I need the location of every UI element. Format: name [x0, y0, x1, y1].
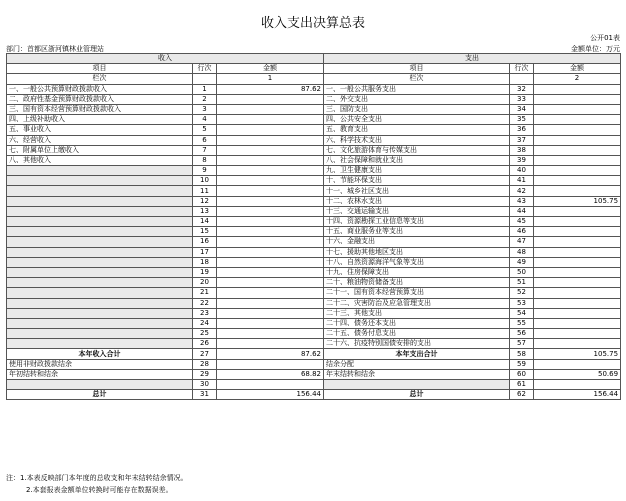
income-row-number: 3: [193, 104, 217, 114]
form-number: 公开01表: [590, 34, 620, 42]
expense-row-number: 59: [510, 359, 534, 369]
table-row: [7, 166, 621, 176]
income-item: [7, 267, 193, 277]
income-row-number: 23: [193, 308, 217, 318]
income-item: 二、政府性基金预算财政拨款收入: [7, 94, 193, 104]
income-amount: [217, 155, 324, 165]
expense-row-number: 54: [510, 308, 534, 318]
expense-amount: [534, 135, 621, 145]
income-amount: [217, 329, 324, 339]
table-row: [7, 349, 621, 359]
expense-amount: 105.75: [534, 196, 621, 206]
expense-amount: [534, 217, 621, 227]
expense-item-header: 项目: [324, 64, 510, 74]
expense-row-number: 51: [510, 278, 534, 288]
expense-row-number: 44: [510, 206, 534, 216]
income-item: 总计: [7, 390, 193, 400]
income-item: [7, 298, 193, 308]
expense-row-number: 40: [510, 166, 534, 176]
income-item: [7, 278, 193, 288]
income-amount: [217, 166, 324, 176]
income-amount: [217, 247, 324, 257]
income-row-number: 10: [193, 176, 217, 186]
expense-amount: [534, 227, 621, 237]
expense-item: 结余分配: [324, 359, 510, 369]
expense-amount: [534, 339, 621, 349]
table-row: [7, 104, 621, 114]
table-row: [7, 196, 621, 206]
expense-item: 十一、城乡社区支出: [324, 186, 510, 196]
expense-row-number: 49: [510, 257, 534, 267]
expense-item: 七、文化旅游体育与传媒支出: [324, 145, 510, 155]
budget-table: [6, 53, 621, 400]
expense-row-number: 55: [510, 318, 534, 328]
page-title: 收入支出决算总表: [260, 16, 365, 31]
income-item: 八、其他收入: [7, 155, 193, 165]
expense-amount: [534, 298, 621, 308]
income-item: 使用非财政拨款结余: [7, 359, 193, 369]
income-amount-header: 金额: [217, 64, 324, 74]
expense-amount-header: 金额: [534, 64, 621, 74]
expense-amount: [534, 104, 621, 114]
table-row: [7, 176, 621, 186]
note-1: 注：1.本表反映部门本年度的总收支和年末结转结余情况。: [6, 474, 188, 482]
income-amount: [217, 298, 324, 308]
expense-amount: 105.75: [534, 349, 621, 359]
income-row-number: 22: [193, 298, 217, 308]
expense-amount: [534, 186, 621, 196]
expense-item: 四、公共安全支出: [324, 115, 510, 125]
expense-row-number: 60: [510, 369, 534, 379]
income-row-number: 11: [193, 186, 217, 196]
income-header: 收入: [7, 54, 324, 64]
expense-item: 二十六、抗疫特别国债安排的支出: [324, 339, 510, 349]
expense-amount: [534, 94, 621, 104]
notes: [6, 472, 188, 496]
income-row-number: 18: [193, 257, 217, 267]
income-item: [7, 318, 193, 328]
expense-row-number: 50: [510, 267, 534, 277]
income-item: [7, 288, 193, 298]
table-row: [7, 155, 621, 165]
income-item: 本年收入合计: [7, 349, 193, 359]
income-item: [7, 206, 193, 216]
expense-row-number: 41: [510, 176, 534, 186]
expense-item: 二十五、债务付息支出: [324, 329, 510, 339]
expense-row-number: 42: [510, 186, 534, 196]
expense-row-number: 57: [510, 339, 534, 349]
expense-item: 十七、援助其他地区支出: [324, 247, 510, 257]
income-amount: [217, 206, 324, 216]
expense-row-number: 56: [510, 329, 534, 339]
income-item: [7, 196, 193, 206]
unit-label: 金额单位：万元: [571, 45, 620, 53]
income-item: [7, 329, 193, 339]
income-row-number: 12: [193, 196, 217, 206]
income-amount: [217, 380, 324, 390]
expense-header: 支出: [324, 54, 621, 64]
income-amount: [217, 227, 324, 237]
income-amount: [217, 339, 324, 349]
income-amount: [217, 145, 324, 155]
expense-amount: [534, 329, 621, 339]
income-item: [7, 237, 193, 247]
expense-item: 一、一般公共服务支出: [324, 84, 510, 94]
table-row: [7, 369, 621, 379]
expense-item: 十四、资源勘探工业信息等支出: [324, 217, 510, 227]
note-2: 2.本套报表金额单位转换时可能存在数据误差。: [26, 486, 173, 494]
income-amount: [217, 278, 324, 288]
expense-amount: [534, 278, 621, 288]
expense-item: 二十、粮油物资储备支出: [324, 278, 510, 288]
income-amount: 156.44: [217, 390, 324, 400]
income-col-number: 1: [217, 74, 324, 84]
table-row: [7, 186, 621, 196]
expense-row-number: 48: [510, 247, 534, 257]
table-row: [7, 145, 621, 155]
expense-item: 五、教育支出: [324, 125, 510, 135]
income-amount: [217, 176, 324, 186]
income-amount: [217, 359, 324, 369]
expense-item: 十二、农林水支出: [324, 196, 510, 206]
income-row-number: 27: [193, 349, 217, 359]
expense-item: 年末结转和结余: [324, 369, 510, 379]
income-row-number: 4: [193, 115, 217, 125]
table-row: [7, 237, 621, 247]
income-item: [7, 380, 193, 390]
expense-item: [324, 380, 510, 390]
expense-item: 本年支出合计: [324, 349, 510, 359]
expense-row-number: 58: [510, 349, 534, 359]
expense-item: 十八、自然资源海洋气象等支出: [324, 257, 510, 267]
income-col-label: 栏次: [7, 74, 193, 84]
income-item: 一、一般公共预算财政拨款收入: [7, 84, 193, 94]
expense-item: 十、节能环保支出: [324, 176, 510, 186]
income-row-number: 13: [193, 206, 217, 216]
expense-item: 二十二、灾害防治及应急管理支出: [324, 298, 510, 308]
income-row-number: 30: [193, 380, 217, 390]
income-row-number: 16: [193, 237, 217, 247]
table-row: [7, 206, 621, 216]
table-row: [7, 84, 621, 94]
expense-item: 二、外交支出: [324, 94, 510, 104]
table-row: [7, 380, 621, 390]
expense-row-header: 行次: [510, 64, 534, 74]
expense-amount: [534, 155, 621, 165]
table-row: [7, 227, 621, 237]
expense-item: 十六、金融支出: [324, 237, 510, 247]
income-item: [7, 166, 193, 176]
expense-row-number: 43: [510, 196, 534, 206]
income-item: 六、经营收入: [7, 135, 193, 145]
expense-amount: [534, 308, 621, 318]
income-row-number: 17: [193, 247, 217, 257]
income-amount: [217, 318, 324, 328]
income-amount: [217, 94, 324, 104]
income-amount: [217, 267, 324, 277]
income-row-number: 24: [193, 318, 217, 328]
expense-row-number: 33: [510, 94, 534, 104]
income-item: [7, 186, 193, 196]
income-amount: 68.82: [217, 369, 324, 379]
expense-row-number: 34: [510, 104, 534, 114]
department-label: 部门：首都区浙河镇林业管理站: [6, 45, 104, 53]
income-row-header: 行次: [193, 64, 217, 74]
expense-amount: [534, 145, 621, 155]
expense-item: 二十三、其他支出: [324, 308, 510, 318]
expense-row-number: 46: [510, 227, 534, 237]
income-amount: [217, 217, 324, 227]
expense-amount: [534, 359, 621, 369]
income-row-number: 28: [193, 359, 217, 369]
income-row-number: 29: [193, 369, 217, 379]
expense-row-number: 62: [510, 390, 534, 400]
income-row-number: 31: [193, 390, 217, 400]
income-amount: [217, 125, 324, 135]
income-amount: [217, 257, 324, 267]
income-item: 四、上级补助收入: [7, 115, 193, 125]
table-row: [7, 267, 621, 277]
expense-col-empty: [510, 74, 534, 84]
income-item: [7, 308, 193, 318]
expense-amount: 156.44: [534, 390, 621, 400]
income-item: 年初结转和结余: [7, 369, 193, 379]
table-row: [7, 390, 621, 400]
table-body: [7, 84, 621, 400]
table-row: [7, 115, 621, 125]
expense-item: 十三、交通运输支出: [324, 206, 510, 216]
expense-col-label: 栏次: [324, 74, 510, 84]
expense-item: 二十四、债务还本支出: [324, 318, 510, 328]
expense-row-number: 52: [510, 288, 534, 298]
income-row-number: 7: [193, 145, 217, 155]
expense-amount: [534, 115, 621, 125]
income-row-number: 1: [193, 84, 217, 94]
income-amount: [217, 115, 324, 125]
expense-amount: [534, 380, 621, 390]
expense-item: 十五、商业服务业等支出: [324, 227, 510, 237]
income-row-number: 21: [193, 288, 217, 298]
income-row-number: 20: [193, 278, 217, 288]
income-item-header: 项目: [7, 64, 193, 74]
income-amount: 87.62: [217, 84, 324, 94]
expense-row-number: 53: [510, 298, 534, 308]
income-row-number: 15: [193, 227, 217, 237]
expense-row-number: 32: [510, 84, 534, 94]
income-amount: [217, 308, 324, 318]
income-item: [7, 217, 193, 227]
income-row-number: 25: [193, 329, 217, 339]
table-row: [7, 217, 621, 227]
expense-col-number: 2: [534, 74, 621, 84]
table-row: [7, 329, 621, 339]
income-item: [7, 257, 193, 267]
income-amount: [217, 186, 324, 196]
table-row: [7, 318, 621, 328]
income-row-number: 8: [193, 155, 217, 165]
expense-item: 二十一、国有资本经营预算支出: [324, 288, 510, 298]
income-item: [7, 176, 193, 186]
income-row-number: 5: [193, 125, 217, 135]
expense-amount: [534, 206, 621, 216]
income-item: [7, 227, 193, 237]
table-row: [7, 94, 621, 104]
income-row-number: 6: [193, 135, 217, 145]
table-row: [7, 308, 621, 318]
expense-row-number: 35: [510, 115, 534, 125]
income-amount: [217, 196, 324, 206]
income-amount: 87.62: [217, 349, 324, 359]
expense-amount: [534, 247, 621, 257]
income-row-number: 19: [193, 267, 217, 277]
table-row: [7, 247, 621, 257]
income-item: [7, 247, 193, 257]
table-row: [7, 125, 621, 135]
table-row: [7, 359, 621, 369]
income-item: [7, 339, 193, 349]
expense-item: 八、社会保障和就业支出: [324, 155, 510, 165]
income-amount: [217, 135, 324, 145]
expense-row-number: 37: [510, 135, 534, 145]
table-row: [7, 288, 621, 298]
table-row: [7, 339, 621, 349]
expense-amount: 50.69: [534, 369, 621, 379]
income-row-number: 26: [193, 339, 217, 349]
expense-row-number: 47: [510, 237, 534, 247]
expense-item: 九、卫生健康支出: [324, 166, 510, 176]
income-row-number: 14: [193, 217, 217, 227]
expense-item: 总计: [324, 390, 510, 400]
expense-amount: [534, 125, 621, 135]
expense-amount: [534, 267, 621, 277]
expense-row-number: 61: [510, 380, 534, 390]
income-item: 七、附属单位上缴收入: [7, 145, 193, 155]
table-row: [7, 298, 621, 308]
expense-item: 十九、住房保障支出: [324, 267, 510, 277]
expense-item: 三、国防支出: [324, 104, 510, 114]
expense-amount: [534, 318, 621, 328]
income-row-number: 2: [193, 94, 217, 104]
income-col-empty: [193, 74, 217, 84]
expense-item: 六、科学技术支出: [324, 135, 510, 145]
income-amount: [217, 288, 324, 298]
expense-amount: [534, 288, 621, 298]
expense-amount: [534, 257, 621, 267]
expense-row-number: 45: [510, 217, 534, 227]
expense-row-number: 39: [510, 155, 534, 165]
income-amount: [217, 237, 324, 247]
table-row: [7, 135, 621, 145]
table-row: [7, 257, 621, 267]
expense-row-number: 36: [510, 125, 534, 135]
expense-amount: [534, 237, 621, 247]
income-amount: [217, 104, 324, 114]
expense-amount: [534, 176, 621, 186]
income-item: 三、国有资本经营预算财政拨款收入: [7, 104, 193, 114]
income-row-number: 9: [193, 166, 217, 176]
expense-row-number: 38: [510, 145, 534, 155]
expense-amount: [534, 166, 621, 176]
expense-amount: [534, 84, 621, 94]
table-row: [7, 278, 621, 288]
income-item: 五、事业收入: [7, 125, 193, 135]
